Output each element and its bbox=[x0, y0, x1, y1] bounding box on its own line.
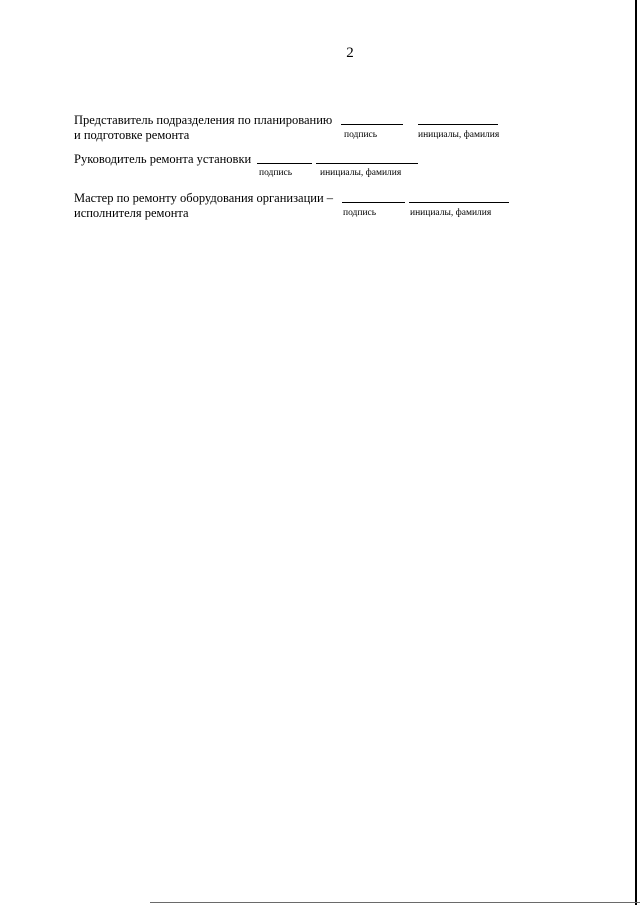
name-line bbox=[418, 124, 498, 125]
page-number: 2 bbox=[346, 45, 354, 61]
signature-caption: подпись bbox=[344, 130, 378, 140]
page-edge-right bbox=[635, 0, 637, 905]
signature-caption: подпись bbox=[343, 208, 377, 218]
signature-role-line1: Мастер по ремонту оборудования организации – bbox=[74, 191, 334, 205]
signature-line bbox=[257, 163, 312, 164]
signature-line bbox=[342, 202, 405, 203]
name-caption: инициалы, фамилия bbox=[320, 168, 402, 178]
name-caption: инициалы, фамилия bbox=[418, 130, 500, 140]
signature-line bbox=[341, 124, 403, 125]
name-line bbox=[409, 202, 509, 203]
signature-role-line2: исполнителя ремонта bbox=[74, 206, 189, 220]
signature-role-line1: Представитель подразделения по планированию bbox=[74, 113, 333, 127]
name-caption: инициалы, фамилия bbox=[410, 208, 492, 218]
page-edge-bottom bbox=[150, 902, 640, 903]
signature-caption: подпись bbox=[259, 168, 293, 178]
name-line bbox=[316, 163, 418, 164]
signature-role-line2: и подготовке ремонта bbox=[74, 128, 190, 142]
signature-role-line1: Руководитель ремонта установки bbox=[74, 152, 252, 166]
